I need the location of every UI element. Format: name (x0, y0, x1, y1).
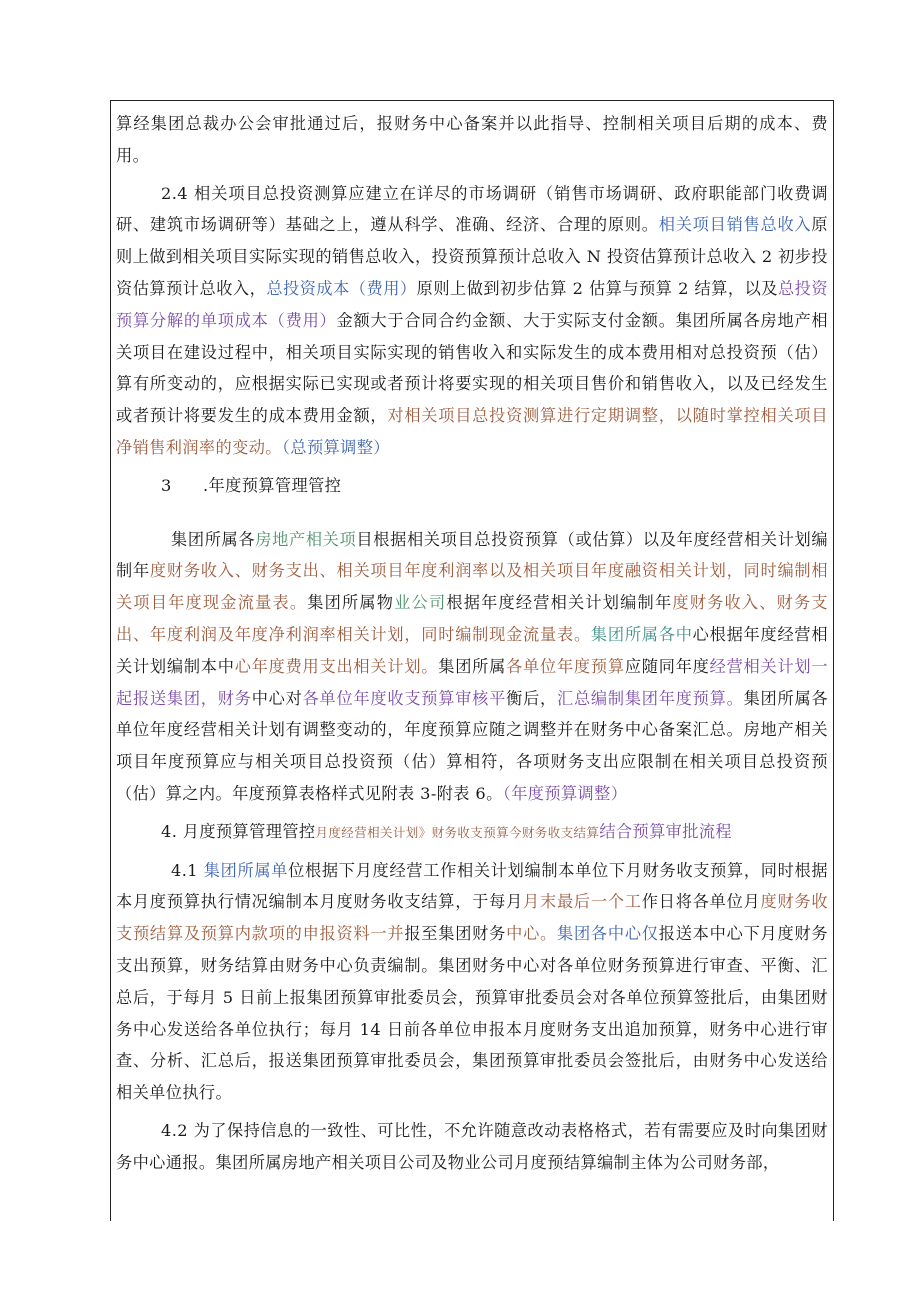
section-3-heading: 3 .年度预算管理管控 (161, 475, 342, 495)
paragraph-4-2: 4.2 为了保持信息的一致性、可比性，不允许随意改动表格格式，若有需要应及时向集团财务中心通报。集团所属房地产相关项目公司及物业公司月度预结算编制主体为公司财务部， (116, 1120, 828, 1172)
paragraph-2-4: 2.4 相关项目总投资测算应建立在详尽的市场调研（销售市场调研、政府职能部门收费调研、建筑市场调研等）基础之上，遵从科学、准确、经济、合理的原则。相关项目销售总收入原则上做到相关项目实际实现的销售总收入，投资预算预计总收入 N 投资估算预计总收入 2 初步投资估算预计总收入，总投资成本（费用）原则上做到初步估算 2 估算与预算 2 结算，以及总投资预算分解的单项成本（费用）金额大于合同合约金额、大于实际支付金额。集团所属各房地产相关项目在建设过程中，相关项目实际实现的销售收入和实际发生的成本费用相对总投资预（估）算有所变动的，应根据实际已实现或者预计将要实现的相关项目售价和销售收入，以及已经发生或者预计将要发生的成本费用金额，对相关项目总投资测算进行定期调整，以随时掌控相关项目净销售利润率的变动。（总预算调整） (116, 183, 828, 457)
highlight-item-cost: 总投资预算分解的单项成本（费用） (116, 278, 828, 330)
note-total-budget-adjustment: （总预算调整） (281, 437, 390, 457)
paragraph-continuation: 算经集团总裁办公会审批通过后，报财务中心备案并以此指导、控制相关项目后期的成本、费用。 (116, 114, 828, 165)
section-4-heading: 4. 月度预算管理管控月度经营相关计划》财务收支预算今财务收支结算结合预算审批流程 (161, 821, 733, 841)
document-body (116, 108, 828, 1179)
highlight-total-investment-cost: 总投资成本（费用） (266, 278, 417, 298)
paragraph-4-1: 4.1 集团所属单位根据下月度经营工作相关计划编制本单位下月财务收支预算，同时根据本月度预算执行情况编制本月度财务收支结算，于每月月末最后一个工作日将各单位月度财务收支预结算及预算内款项的申报资料一并报至集团财务中心。集团各中心仅报送本中心下月度财务支出预算，财务结算由财务中心负责编制。集团财务中心对各单位财务预算进行审查、平衡、汇总后，于每月 5 日前上报集团预算审批委员会，预算审批委员会对各单位预算签批后，由集团财务中心发送给各单位执行；每月 14 日前各单位申报本月度财务支出追加预算，财务中心进行审查、分析、汇总后，报送集团预算审批委员会，集团预算审批委员会签批后，由财务中心发送给相关单位执行。 (116, 860, 828, 1103)
highlight-periodic-adjustment: 对相关项目总投资测算进行定期调整，以随时掌控相关项目净销售利润率的变动。 (116, 406, 828, 457)
highlight-sales-revenue: 相关项目销售总收入 (658, 215, 812, 235)
flow-description: 月度经营相关计划》财务收支预算今财务收支结算 (315, 824, 600, 840)
note-annual-budget-adjustment: （年度预算调整） (502, 783, 628, 803)
paragraph-3: 集团所属各房地产相关项目根据相关项目总投资预算（或估算）以及年度经营相关计划编制年度财务收入、财务支出、相关项目年度利润率以及相关项目年度融资相关计划，同时编制相关项目年度现金流量表。集团所属物业公司根据年度经营相关计划编制年度财务收入、财务支出、年度利润及年度净利润率相关计划，同时编制现金流量表。集团所属各中心根据年度经营相关计划编制本中心年度费用支出相关计划。集团所属各单位年度预算应随同年度经营相关计划一起报送集团，财务中心对各单位年度收支预算审核平衡后，汇总编制集团年度预算。集团所属各单位年度经营相关计划有调整变动的，年度预算应随之调整并在财务中心备案汇总。房地产相关项目年度预算应与相关项目总投资预（估）算相符，各项财务支出应限制在相关项目总投资预（估）算之内。年度预算表格样式见附表 3-附表 6。（年度预算调整） (116, 529, 829, 803)
